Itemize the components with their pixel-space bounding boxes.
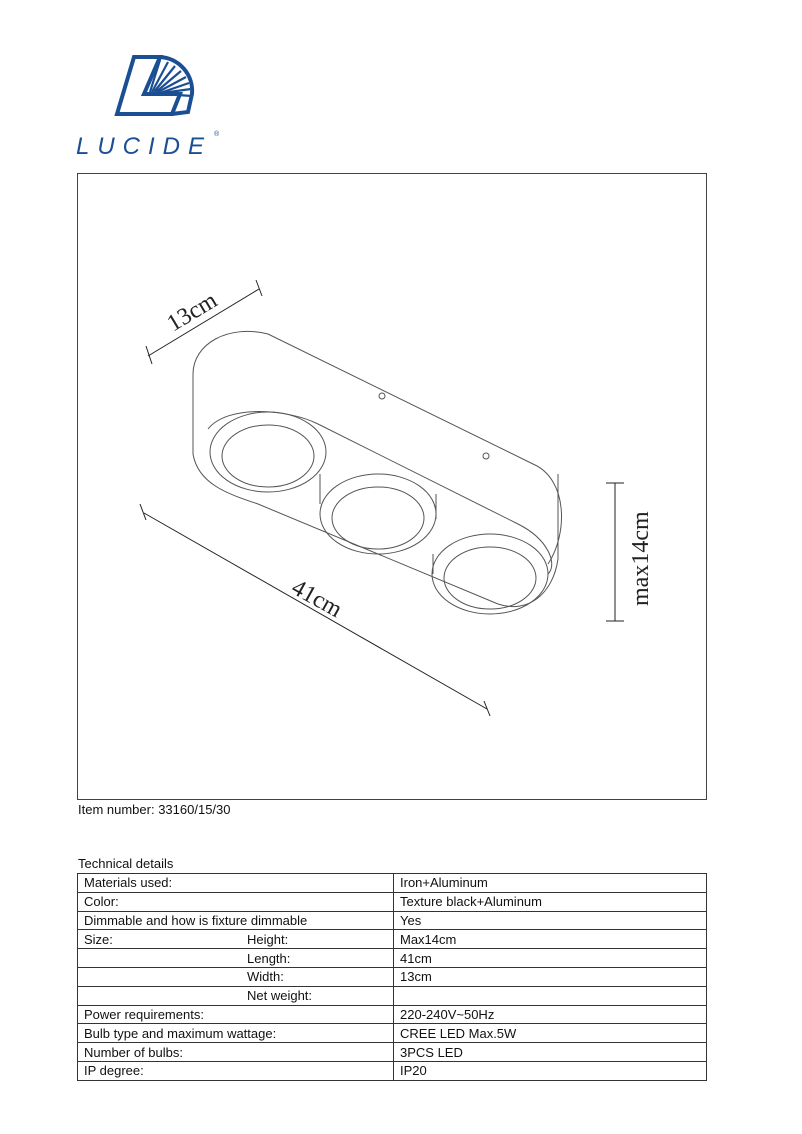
length-dimension: 41cm <box>287 574 347 624</box>
spec-value: Yes <box>394 911 707 930</box>
spec-label-cell <box>78 892 394 911</box>
spec-label-wrap <box>84 874 387 891</box>
spec-label-wrap <box>84 912 387 929</box>
spec-label-cell <box>78 911 394 930</box>
spec-label-wrap <box>84 1025 387 1042</box>
spec-label-wrap <box>84 931 387 948</box>
spec-value: IP20 <box>394 1061 707 1080</box>
registered-mark: ® <box>214 131 220 138</box>
spec-label-wrap <box>84 987 387 1004</box>
spec-value: Max14cm <box>394 930 707 949</box>
table-row <box>78 874 707 893</box>
spec-label-wrap <box>84 893 387 910</box>
height-dimension: max14cm <box>628 511 654 606</box>
spec-value: 41cm <box>394 949 707 968</box>
table-row <box>78 1005 707 1024</box>
table-row <box>78 1061 707 1080</box>
spec-label-cell <box>78 1043 394 1062</box>
spec-sublabel: Width: <box>247 969 284 985</box>
spec-value <box>394 986 707 1005</box>
spec-sublabel: Height: <box>247 931 289 947</box>
table-row <box>78 1043 707 1062</box>
spec-value: 3PCS LED <box>394 1043 707 1062</box>
spec-label-cell <box>78 949 394 968</box>
spec-label-cell <box>78 930 394 949</box>
brand-name: LUCIDE <box>76 133 204 160</box>
spec-value: Iron+Aluminum <box>394 874 707 893</box>
technical-details-title: Technical details <box>78 856 174 871</box>
lucide-logo <box>72 52 232 162</box>
spec-label-cell <box>78 967 394 986</box>
spec-label: Size: <box>84 931 113 947</box>
spec-label: Bulb type and maximum wattage: <box>84 1025 277 1041</box>
width-dimension: 13cm <box>162 287 222 338</box>
spec-label-cell <box>78 986 394 1005</box>
spec-label: Dimmable and how is fixture dimmable <box>84 912 308 928</box>
table-row <box>78 986 707 1005</box>
item-number: Item number: 33160/15/30 <box>78 802 231 817</box>
spec-sublabel: Net weight: <box>247 988 313 1004</box>
spec-label-cell <box>78 1024 394 1043</box>
table-row <box>78 892 707 911</box>
spec-value: CREE LED Max.5W <box>394 1024 707 1043</box>
spec-label: Power requirements: <box>84 1006 204 1022</box>
table-row <box>78 949 707 968</box>
table-row <box>78 911 707 930</box>
spec-label-wrap <box>84 968 387 985</box>
technical-details-table <box>77 873 707 1081</box>
spec-label-wrap <box>84 1044 387 1061</box>
spec-label-wrap <box>84 1006 387 1023</box>
spec-label-wrap <box>84 950 387 967</box>
spec-value: 13cm <box>394 967 707 986</box>
table-row <box>78 967 707 986</box>
spec-label-wrap <box>84 1062 387 1079</box>
spec-label: Color: <box>84 894 119 910</box>
spec-label-cell <box>78 874 394 893</box>
spec-sublabel: Length: <box>247 950 291 966</box>
table-row <box>78 930 707 949</box>
table-row <box>78 1024 707 1043</box>
spec-value: Texture black+Aluminum <box>394 892 707 911</box>
spec-label: Number of bulbs: <box>84 1044 183 1060</box>
spec-label: Materials used: <box>84 875 173 891</box>
spec-label: IP degree: <box>84 1063 144 1079</box>
product-drawing <box>77 173 707 800</box>
spec-label-cell <box>78 1005 394 1024</box>
spec-value: 220-240V~50Hz <box>394 1005 707 1024</box>
spec-label-cell <box>78 1061 394 1080</box>
